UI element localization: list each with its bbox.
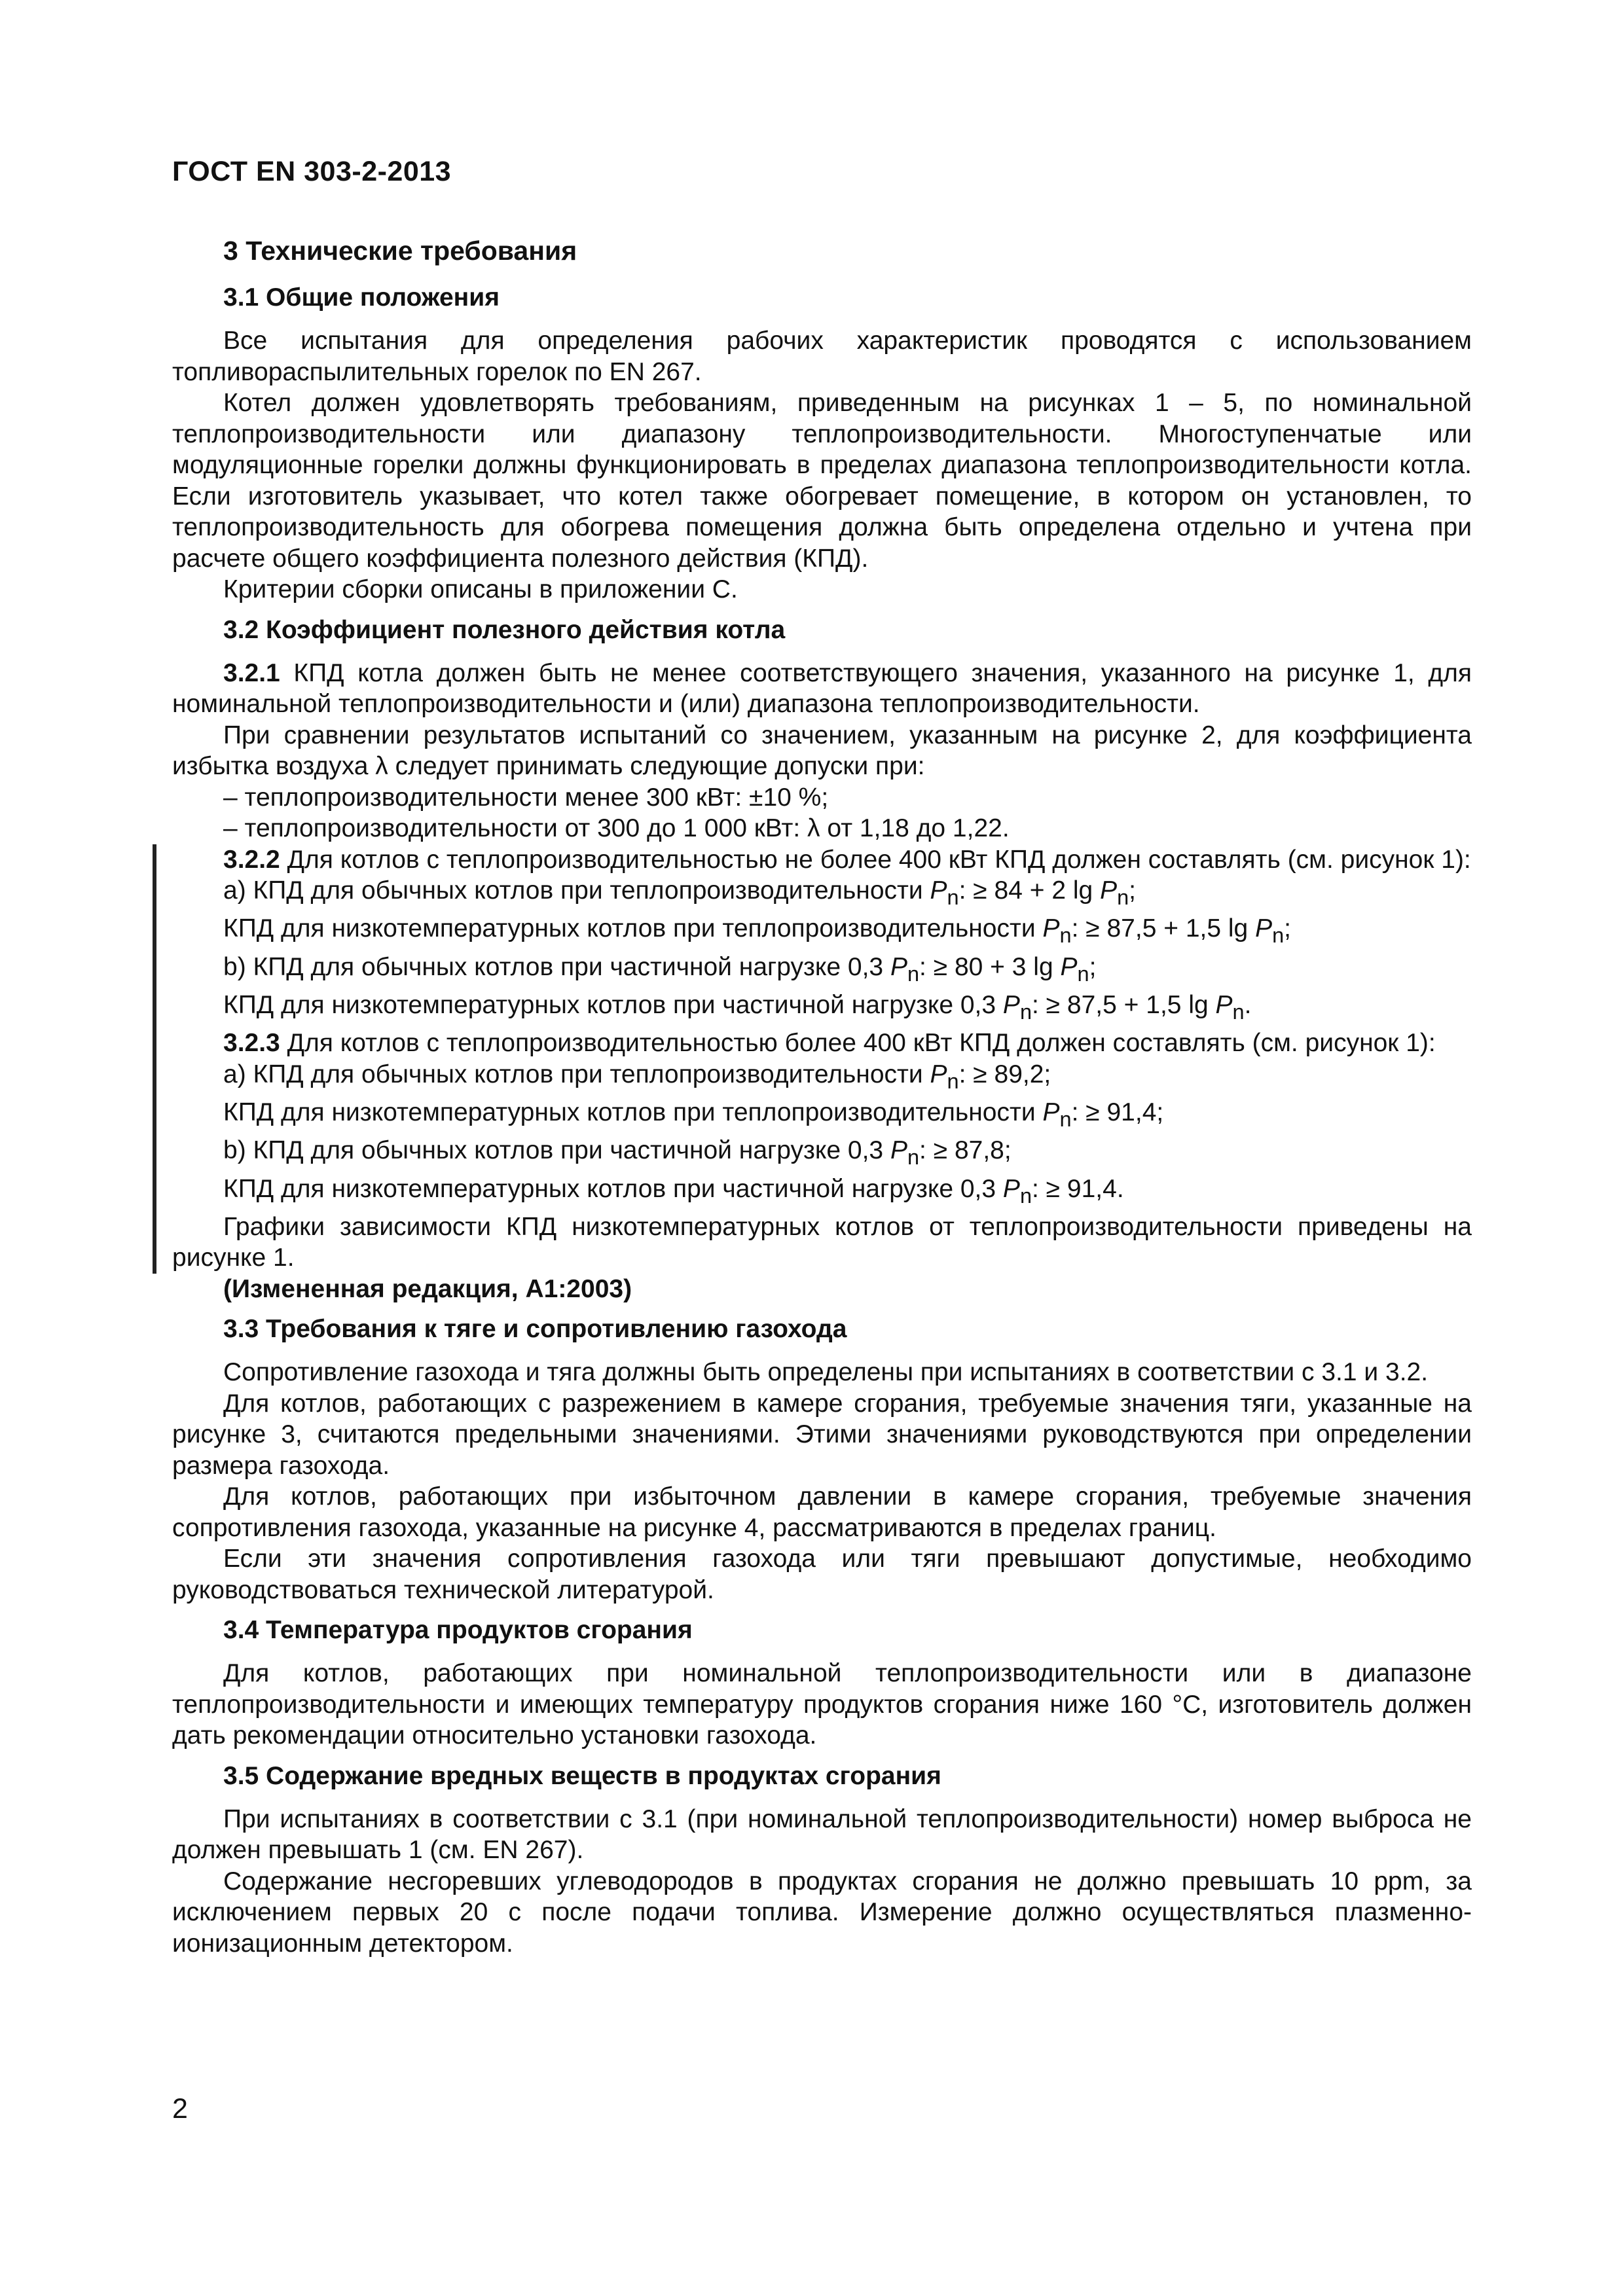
text: b) КПД для обычных котлов при частичной нагрузке 0,3 — [223, 1136, 890, 1165]
paragraph: Содержание несгоревших углеводородов в продуктах сгорания не должно превышать 10 ppm, за исключением первых 20 с после подачи топлива. Измерение должно осуществляться плазменно-ионизационным детектором. — [172, 1867, 1472, 1958]
pn-symbol: P — [1100, 876, 1118, 905]
page-number: 2 — [172, 2093, 188, 2125]
pn-symbol: P — [1042, 1098, 1060, 1126]
section-3-2-title: 3.2 Коэффициент полезного действия котла — [223, 615, 786, 644]
pn-symbol: P — [1042, 914, 1060, 943]
section-3-title: 3 Технические требования — [223, 236, 577, 266]
clause-text: КПД котла должен быть не менее соответствующего значения, указанного на рисунке 1, для номинальной теплопроизводительности и (или) диапазона теплопроизводительности. — [172, 658, 1472, 718]
formula-line — [172, 913, 1472, 951]
pn-subscript: n — [1117, 885, 1129, 909]
text: а) КПД для обычных котлов при теплопроизводительности — [223, 876, 930, 905]
text: : ≥ 87,5 + 1,5 lg — [1032, 990, 1216, 1019]
pn-subscript: n — [947, 885, 959, 909]
pn-symbol: P — [1255, 914, 1273, 943]
formula-line — [172, 1174, 1472, 1211]
pn-subscript: n — [1019, 999, 1032, 1024]
pn-subscript: n — [947, 1069, 959, 1093]
formula-line — [172, 1059, 1472, 1097]
pn-subscript: n — [1272, 924, 1285, 948]
section-3-1-title: 3.1 Общие положения — [223, 283, 500, 312]
text: а) КПД для обычных котлов при теплопроизводительности — [223, 1060, 930, 1088]
text: : ≥ 91,4; — [1071, 1098, 1164, 1126]
paragraph: Графики зависимости КПД низкотемпературных котлов от теплопроизводительности приведены на рисунке 1. — [172, 1212, 1472, 1272]
pn-symbol: P — [890, 952, 907, 981]
paragraph: Все испытания для определения рабочих характеристик проводятся с использованием топливораспылительных горелок по EN 267. — [172, 327, 1472, 386]
text: ; — [1089, 952, 1097, 981]
text: : ≥ 80 + 3 lg — [919, 952, 1061, 981]
text: : ≥ 84 + 2 lg — [958, 876, 1101, 905]
paragraph: Если эти значения сопротивления газохода или тяги превышают допустимые, необходимо руководствоваться технической литературой. — [172, 1545, 1472, 1604]
text: : ≥ 89,2; — [958, 1060, 1051, 1088]
pn-symbol: P — [890, 1136, 907, 1165]
amendment-text: (Измененная редакция, А1:2003) — [223, 1274, 632, 1303]
dash-item: – теплопроизводительности от 300 до 1 000 кВт: λ от 1,18 до 1,22. — [223, 814, 1010, 842]
paragraph-3-2-1 — [172, 658, 1472, 720]
paragraph-3-2-2 — [172, 844, 1472, 876]
change-bar — [153, 844, 156, 1274]
clause-number: 3.2.2 — [223, 845, 280, 874]
formula-line — [172, 875, 1472, 913]
paragraph: При испытаниях в соответствии с 3.1 (при номинальной теплопроизводительности) номер выброса не должен превышать 1 (см. EN 267). — [172, 1804, 1472, 1865]
clause-text: Для котлов с теплопроизводительностью не более 400 кВт КПД должен составлять (см. рисунок 1): — [280, 845, 1471, 874]
section-3-5-title: 3.5 Содержание вредных веществ в продуктах сгорания — [223, 1761, 941, 1790]
paragraph: Котел должен удовлетворять требованиям, приведенным на рисунках 1 – 5, по номинальной теплопроизводительности или диапазону теплопроизводительности. Многоступенчатые или модуляционные горелки должны функционировать в пределах диапазона теплопроизводительности котла. Если изготовитель указывает, что котел также обогревает помещение, в котором он установлен, то теплопроизводительность для обогрева помещения должна быть определена отдельно и учтена при расчете общего коэффициента полезного действия (КПД). — [172, 389, 1472, 573]
pn-subscript: n — [1232, 999, 1245, 1024]
pn-symbol: P — [1002, 990, 1020, 1019]
clause-number: 3.2.1 — [223, 658, 280, 687]
clause-number: 3.2.3 — [223, 1029, 280, 1058]
pn-symbol: P — [1215, 990, 1233, 1019]
text: ; — [1284, 914, 1292, 943]
paragraph: Критерии сборки описаны в приложении С. — [223, 575, 738, 603]
pn-subscript: n — [907, 1145, 920, 1170]
pn-subscript: n — [1019, 1183, 1032, 1208]
paragraph: Сопротивление газохода и тяга должны быть определены при испытаниях в соответствии с 3.1 и 3.2. — [223, 1358, 1429, 1387]
formula-line — [172, 1135, 1472, 1173]
section-3-3-title: 3.3 Требования к тяге и сопротивлению газохода — [223, 1315, 847, 1344]
text: КПД для низкотемпературных котлов при частичной нагрузке 0,3 — [223, 990, 1003, 1019]
text: КПД для низкотемпературных котлов при теплопроизводительности — [223, 1098, 1043, 1126]
pn-subscript: n — [1059, 1107, 1072, 1131]
pn-subscript: n — [1077, 961, 1089, 986]
pn-subscript: n — [907, 961, 920, 986]
pn-symbol: P — [1060, 952, 1078, 981]
pn-symbol: P — [930, 876, 947, 905]
amended-block — [172, 844, 1472, 1274]
clause-text: Для котлов с теплопроизводительностью более 400 кВт КПД должен составлять (см. рисунок 1): — [280, 1029, 1436, 1058]
paragraph: Для котлов, работающих с разрежением в камере сгорания, требуемые значения тяги, указанные на рисунке 3, считаются предельными значениями. Этими значениями руководствуются при определении размера газохода. — [172, 1389, 1472, 1480]
text: ; — [1129, 876, 1136, 905]
text: : ≥ 87,5 + 1,5 lg — [1071, 914, 1256, 943]
paragraph: При сравнении результатов испытаний со значением, указанным на рисунке 2, для коэффициента избытка воздуха λ следует принимать следующие допуски при: — [172, 721, 1472, 780]
paragraph: Для котлов, работающих при избыточном давлении в камере сгорания, требуемые значения сопротивления газохода, указанные на рисунке 4, рассматриваются в пределах границ. — [172, 1482, 1472, 1542]
formula-line — [172, 1097, 1472, 1135]
document-body — [172, 226, 1472, 1959]
amendment-note — [172, 1274, 1472, 1305]
pn-subscript: n — [1059, 924, 1072, 948]
formula-line — [172, 952, 1472, 990]
document-header: ГОСТ EN 303-2-2013 — [172, 156, 452, 187]
section-3-4-title: 3.4 Температура продуктов сгорания — [223, 1616, 693, 1645]
text: b) КПД для обычных котлов при частичной нагрузке 0,3 — [223, 952, 890, 981]
paragraph-3-2-3 — [172, 1028, 1472, 1059]
text: КПД для низкотемпературных котлов при теплопроизводительности — [223, 914, 1043, 943]
text: : ≥ 87,8; — [919, 1136, 1012, 1165]
formula-line — [172, 990, 1472, 1028]
pn-symbol: P — [1002, 1174, 1020, 1203]
text: : ≥ 91,4. — [1032, 1174, 1124, 1203]
pn-symbol: P — [930, 1060, 947, 1088]
paragraph: Для котлов, работающих при номинальной теплопроизводительности или в диапазоне теплопроизводительности и имеющих температуру продуктов сгорания ниже 160 °С, изготовитель должен дать рекомендации относительно установки газохода. — [172, 1659, 1472, 1750]
text: КПД для низкотемпературных котлов при частичной нагрузке 0,3 — [223, 1174, 1003, 1203]
dash-item: – теплопроизводительности менее 300 кВт: ±10 %; — [223, 783, 829, 812]
text: . — [1244, 990, 1252, 1019]
